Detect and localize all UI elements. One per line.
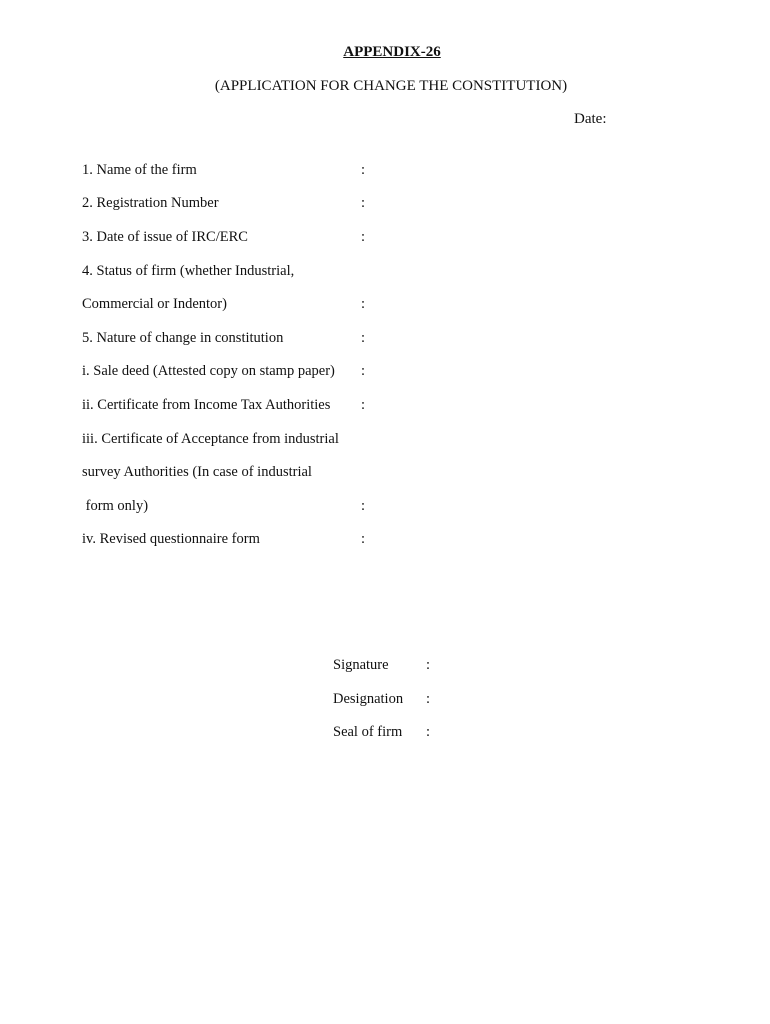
field-sale-deed: i. Sale deed (Attested copy on stamp paper) xyxy=(82,363,335,379)
signature-label: Signature xyxy=(333,657,389,673)
field-income-tax-certificate-colon: : xyxy=(361,397,366,413)
field-acceptance-certificate-line1: iii. Certificate of Acceptance from industrial xyxy=(82,431,339,447)
field-registration-number-colon: : xyxy=(361,195,366,211)
field-acceptance-certificate-colon: : xyxy=(361,498,366,514)
field-registration-number: 2. Registration Number xyxy=(82,195,219,211)
field-nature-of-change-colon: : xyxy=(361,330,366,346)
field-sale-deed-colon: : xyxy=(361,363,366,379)
field-acceptance-certificate-line3: form only) xyxy=(82,498,149,514)
field-acceptance-certificate-line2: survey Authorities (In case of industrial xyxy=(82,464,312,480)
field-income-tax-certificate: ii. Certificate from Income Tax Authorities xyxy=(82,397,331,413)
field-firm-status-line2: Commercial or Indentor) xyxy=(82,296,227,312)
date-label: Date: xyxy=(574,111,607,127)
seal-of-firm-label: Seal of firm xyxy=(333,724,403,740)
seal-of-firm-colon: : xyxy=(426,724,431,740)
field-irc-erc-date: 3. Date of issue of IRC/ERC xyxy=(82,229,248,245)
field-firm-name: 1. Name of the firm xyxy=(82,162,197,178)
field-irc-erc-date-colon: : xyxy=(361,229,366,245)
field-revised-questionnaire: iv. Revised questionnaire form xyxy=(82,531,260,547)
signature-colon: : xyxy=(426,657,431,673)
field-firm-status-colon: : xyxy=(361,296,366,312)
field-firm-status-line1: 4. Status of firm (whether Industrial, xyxy=(82,263,295,279)
field-firm-name-colon: : xyxy=(361,162,366,178)
field-nature-of-change: 5. Nature of change in constitution xyxy=(82,330,284,346)
page-subtitle: (APPLICATION FOR CHANGE THE CONSTITUTION) xyxy=(214,78,568,94)
designation-colon: : xyxy=(426,691,431,707)
designation-label: Designation xyxy=(333,691,404,707)
field-revised-questionnaire-colon: : xyxy=(361,531,366,547)
page-title: APPENDIX-26 xyxy=(343,44,441,60)
